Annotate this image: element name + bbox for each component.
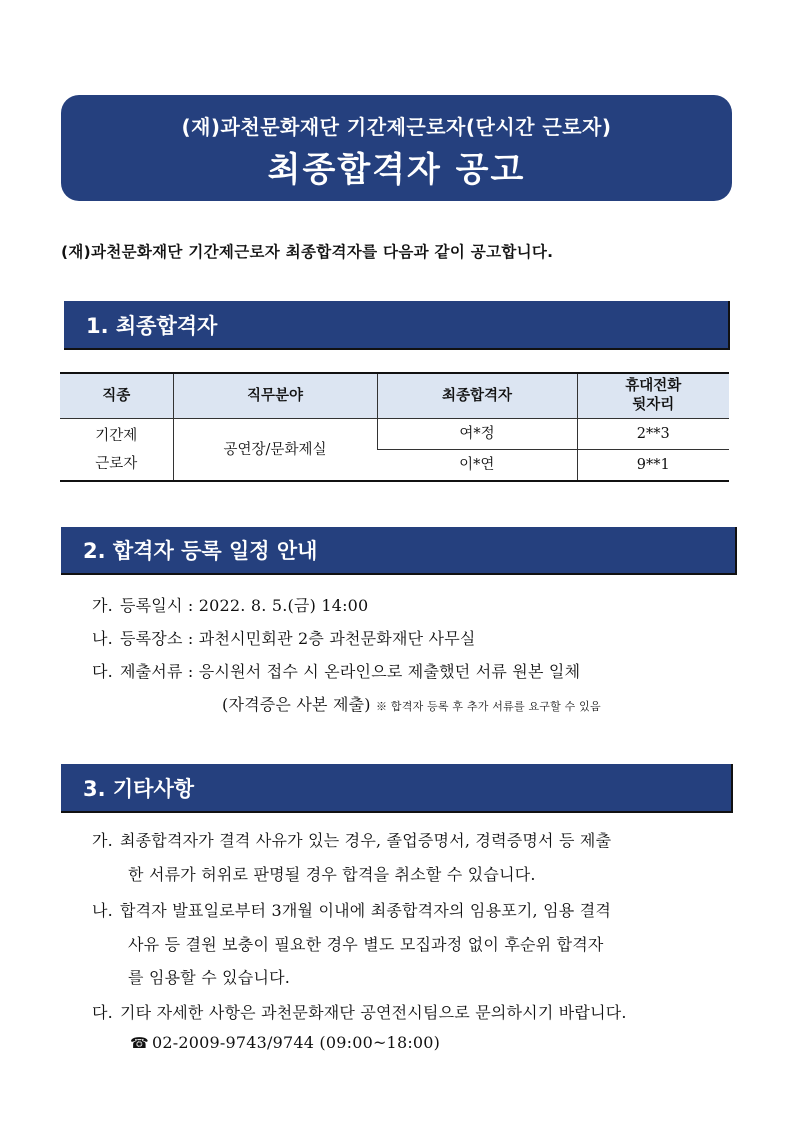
list-item [92,898,611,921]
section-1-header: 1. 최종합격자 [64,301,730,350]
list-marker: 나. [92,901,113,920]
banner-title: 최종합격자 공고 [267,150,526,190]
cell-winner-name: 이*연 [377,450,577,482]
winners-table [60,372,729,482]
phone-icon: ☎ [130,1034,149,1052]
continuation-text: (자격증은 사본 제출) [222,695,371,714]
header-winner: 최종합격자 [377,373,577,419]
cell-winner-phone: 2**3 [577,419,729,450]
list-item [92,828,611,851]
list-continuation: 한 서류가 허위로 판명될 경우 합격을 취소할 수 있습니다. [128,865,536,884]
section-3-header: 3. 기타사항 [61,764,733,813]
cell-field: 공연장/문화제실 [173,419,377,482]
contact-phone: 02-2009-9743/9744 (09:00~18:00) [152,1033,441,1052]
list-marker: 가. [92,596,113,615]
list-marker: 가. [92,831,113,850]
note-text: ※ 합격자 등록 후 추가 서류를 요구할 수 있음 [376,700,601,713]
list-item [92,626,476,649]
list-marker: 나. [92,629,113,648]
list-text: 등록일시 : 2022. 8. 5.(금) 14:00 [120,596,369,615]
list-marker: 다. [92,1003,113,1022]
list-text: 합격자 발표일로부터 3개월 이내에 최종합격자의 임용포기, 임용 결격 [120,901,612,920]
list-item [92,1000,627,1023]
list-continuation: 사유 등 결원 보충이 필요한 경우 별도 모집과정 없이 후순위 합격자 [128,935,604,954]
contact-line [130,1033,440,1052]
title-banner [61,95,732,201]
header-job-type: 직종 [60,373,173,419]
list-item [92,593,368,616]
list-marker: 다. [92,662,113,681]
list-text: 기타 자세한 사항은 과천문화재단 공연전시팀으로 문의하시기 바랍니다. [120,1003,627,1022]
cell-job-type: 기간제 근로자 [60,419,173,482]
banner-subtitle: (재)과천문화재단 기간제근로자(단시간 근로자) [181,115,612,139]
list-text: 제출서류 : 응시원서 접수 시 온라인으로 제출했던 서류 원본 일체 [120,662,581,681]
cell-winner-phone: 9**1 [577,450,729,482]
header-phone: 휴대전화 뒷자리 [577,373,729,419]
section-2-header: 2. 합격자 등록 일정 안내 [61,527,737,575]
list-continuation [222,692,601,715]
table-row [60,419,729,450]
cell-winner-name: 여*정 [377,419,577,450]
list-text: 최종합격자가 결격 사유가 있는 경우, 졸업증명서, 경력증명서 등 제출 [120,831,612,850]
list-text: 등록장소 : 과천시민회관 2층 과천문화재단 사무실 [120,629,476,648]
header-field: 직무분야 [173,373,377,419]
list-item [92,659,580,682]
table-header-row [60,373,729,419]
intro-text: (재)과천문화재단 기간제근로자 최종합격자를 다음과 같이 공고합니다. [61,243,554,261]
list-continuation: 를 임용할 수 있습니다. [128,968,291,987]
